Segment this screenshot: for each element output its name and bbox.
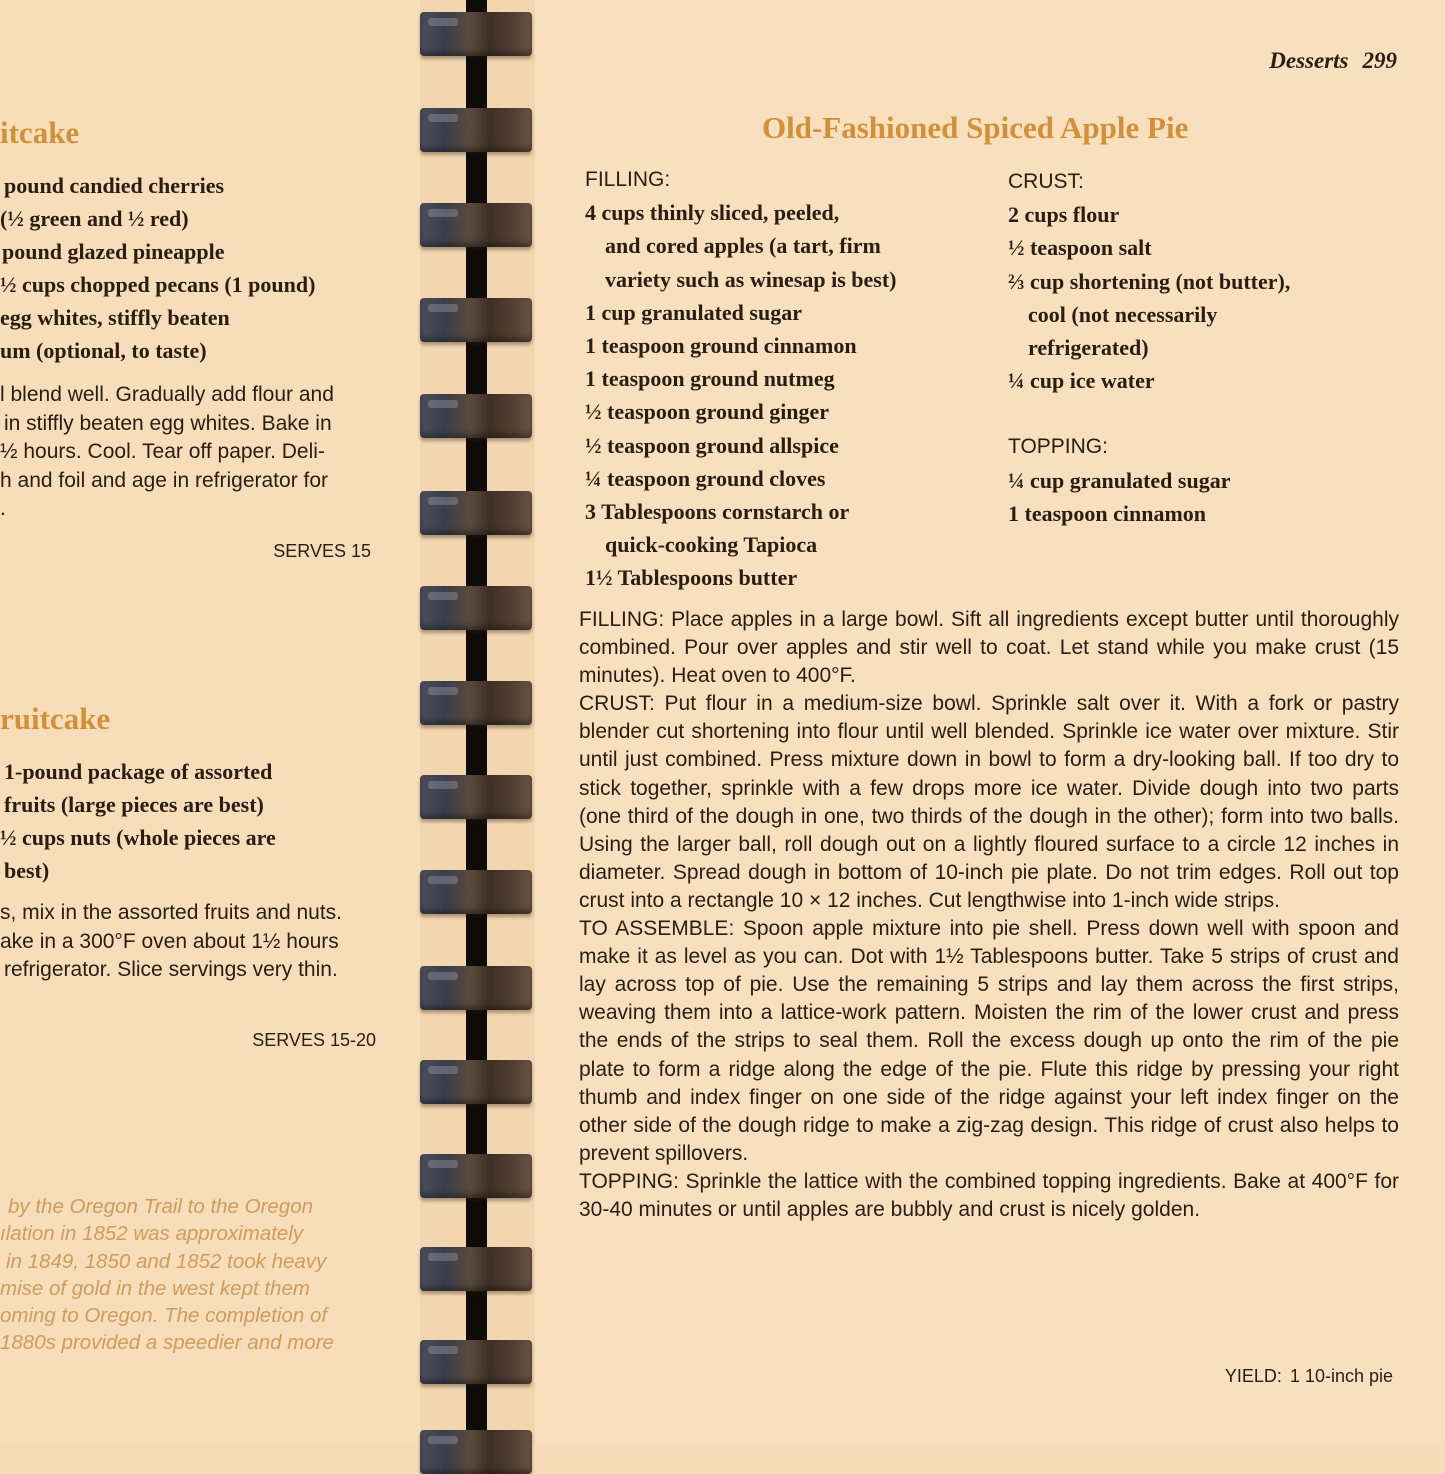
ingredient-line: quick-cooking Tapioca [605,532,818,558]
history-line: by the Oregon Trail to the Oregon [8,1195,314,1218]
body-line: s, mix in the assorted fruits and nuts. [0,901,342,924]
directions-filling: FILLING: Place apples in a large bowl. Sift all ingredients except butter until thoroughly combined. Pour over apples and stir well to coat. Let stand while you make crust (15 minutes). Heat oven to 400°F. [579,608,1399,688]
body-line: h and foil and age in refrigerator for [0,468,329,492]
left-recipe2-body [0,899,400,985]
ingredient-line: 1-pound package of assorted [4,759,273,784]
ingredient-line: pound candied cherries [4,173,225,198]
ingredient-line: ½ teaspoon ground allspice [585,432,839,458]
directions-crust: CRUST: Put flour in a medium-size bowl. Sprinkle salt over it. With a fork or pastry blender cut shortening into flour until well blended. Sprinkle ice water over mixture. Stir until just combined. Press mixture down in bowl to form a dry-looking ball. If too dry to stick together, sprinkle with a few drops more ice water. Divide dough into two parts (one third of the dough in one, two thirds of the dough in the other); form into two balls. Using the larger ball, roll dough out on a lightly floured surface to a circle 12 inches in diameter. Spread dough in bottom of 10-inch pie plate. Do not trim edges. Roll out top crust into a rectangle 10 × 12 inches. Cut lengthwise into 1-inch wide strips. [579,692,1399,912]
binding-ring [420,1154,532,1198]
ingredient-line: (½ green and ½ red) [0,206,189,231]
binding-ring [420,491,532,535]
ingredient-line: ¼ cup granulated sugar [1008,467,1231,493]
ingredient-line: ¼ teaspoon ground cloves [585,465,826,491]
ingredient-line: fruits (large pieces are best) [4,792,264,817]
ingredient-line: 1 teaspoon ground nutmeg [585,366,835,392]
ingredient-line: cool (not necessarily [1028,301,1218,327]
ingredient-line: 4 cups thinly sliced, peeled, [585,200,840,226]
binding-ring [420,298,532,342]
binding-ring [420,108,532,152]
binding-ring [420,870,532,914]
crust-heading: CRUST: [1008,170,1084,193]
history-line: in 1849, 1850 and 1852 took heavy [6,1249,327,1273]
left-recipe2-serves: SERVES 15-20 [252,1030,376,1050]
ingredient-line: um (optional, to taste) [0,338,207,363]
binding-ring [420,681,532,725]
topping-heading: TOPPING: [1008,435,1108,459]
ingredient-line: ½ cups chopped pecans (1 pound) [0,272,316,297]
ingredient-line: refrigerated) [1028,335,1149,361]
section-name: Desserts [1269,48,1349,73]
ingredient-line: ½ cups nuts (whole pieces are [0,825,276,850]
filling-heading: FILLING: [585,168,671,191]
directions-assemble: TO ASSEMBLE: Spoon apple mixture into pie shell. Press down well with spoon and make it as level as you can. Dot with 1½ Tablespoons butter. Take 5 strips of crust and lay across top of pie. Use the remaining 5 strips and lay them across the first strips, weaving them into a lattice-work pattern. Moisten the rim of the lower crust and press the ends of the strips to seal them. Roll the excess dough up onto the rim of the pie plate to form a ridge along the edge of the pie. Flute this ridge by pressing your right thumb and index finger on one side of the ridge against your left index finger on the other side of the dough ridge to make a zig-zag design. This ridge of crust also helps to prevent spillovers. [579,917,1399,1165]
ingredient-line: 1 teaspoon ground cinnamon [585,333,857,359]
spacer [1008,397,1290,430]
binding-ring [420,394,532,438]
binding-ring [420,966,532,1010]
binding-ring [420,203,532,247]
crust-and-topping-ingredients [1008,165,1290,530]
ingredient-line: ¼ cup ice water [1008,368,1155,394]
body-line: in stiffly beaten egg whites. Bake in [4,411,332,435]
body-line: . [0,497,6,520]
binding-ring [420,1430,532,1474]
body-line: l blend well. Gradually add flour and [0,383,334,406]
left-history-text [0,1193,400,1357]
ingredient-line: variety such as winesap is best) [605,266,897,292]
body-line: ½ hours. Cool. Tear off paper. Deli- [0,440,325,463]
history-line: mise of gold in the west kept them [0,1276,310,1300]
recipe-title: Old-Fashioned Spiced Apple Pie [762,110,1189,145]
left-recipe1-body [0,381,400,524]
right-page [535,0,1445,1445]
binding-ring [420,1340,532,1384]
ingredient-line: ½ teaspoon salt [1008,235,1152,261]
recipe-yield [1225,1366,1393,1387]
history-line: ılation in 1852 was approximately [0,1222,304,1246]
directions-topping: TOPPING: Sprinkle the lattice with the combined topping ingredients. Bake at 400°F for 30-40 minutes or until apples are bubbly and crust is nicely golden. [579,1169,1399,1221]
yield-label: YIELD: [1224,1366,1282,1386]
page-header [1269,48,1397,74]
filling-ingredients [585,163,897,595]
ingredient-line: egg whites, stiffly beaten [0,305,230,330]
ingredient-line: 1 cup granulated sugar [585,299,802,325]
spiral-binding [420,0,535,1445]
ingredient-line: ⅔ cup shortening (not butter), [1008,268,1291,294]
binding-ring [420,12,532,56]
body-line: refrigerator. Slice servings very thin. [4,958,338,981]
history-line: oming to Oregon. The completion of [0,1304,328,1328]
ingredient-line: best) [4,858,50,883]
left-recipe2-ingredients [0,755,400,887]
history-line: 1880s provided a speedier and more [0,1331,334,1355]
left-recipe1-title: itcake [0,115,80,150]
ingredient-line: ½ teaspoon ground ginger [585,399,830,425]
page-number: 299 [1362,48,1397,73]
binding-ring [420,586,532,630]
body-line: ake in a 300°F oven about 1½ hours [0,929,339,953]
left-page [0,0,420,1445]
ingredient-line: 1 teaspoon cinnamon [1008,500,1207,526]
left-recipe2-title: ruitcake [0,701,111,736]
left-recipe1-ingredients [0,169,400,367]
ingredient-line: 2 cups flour [1008,202,1120,228]
ingredient-line: and cored apples (a tart, firm [605,233,881,259]
binding-ring [420,1060,532,1104]
binding-ring [420,775,532,819]
binding-ring [420,1247,532,1291]
left-recipe1-serves: SERVES 15 [273,541,371,561]
yield-value: 1 10-inch pie [1289,1366,1393,1386]
ingredient-line: 3 Tablespoons cornstarch or [585,499,850,525]
ingredient-line: 1½ Tablespoons butter [585,565,798,591]
ingredient-line: pound glazed pineapple [2,239,225,264]
recipe-directions [579,606,1399,1224]
